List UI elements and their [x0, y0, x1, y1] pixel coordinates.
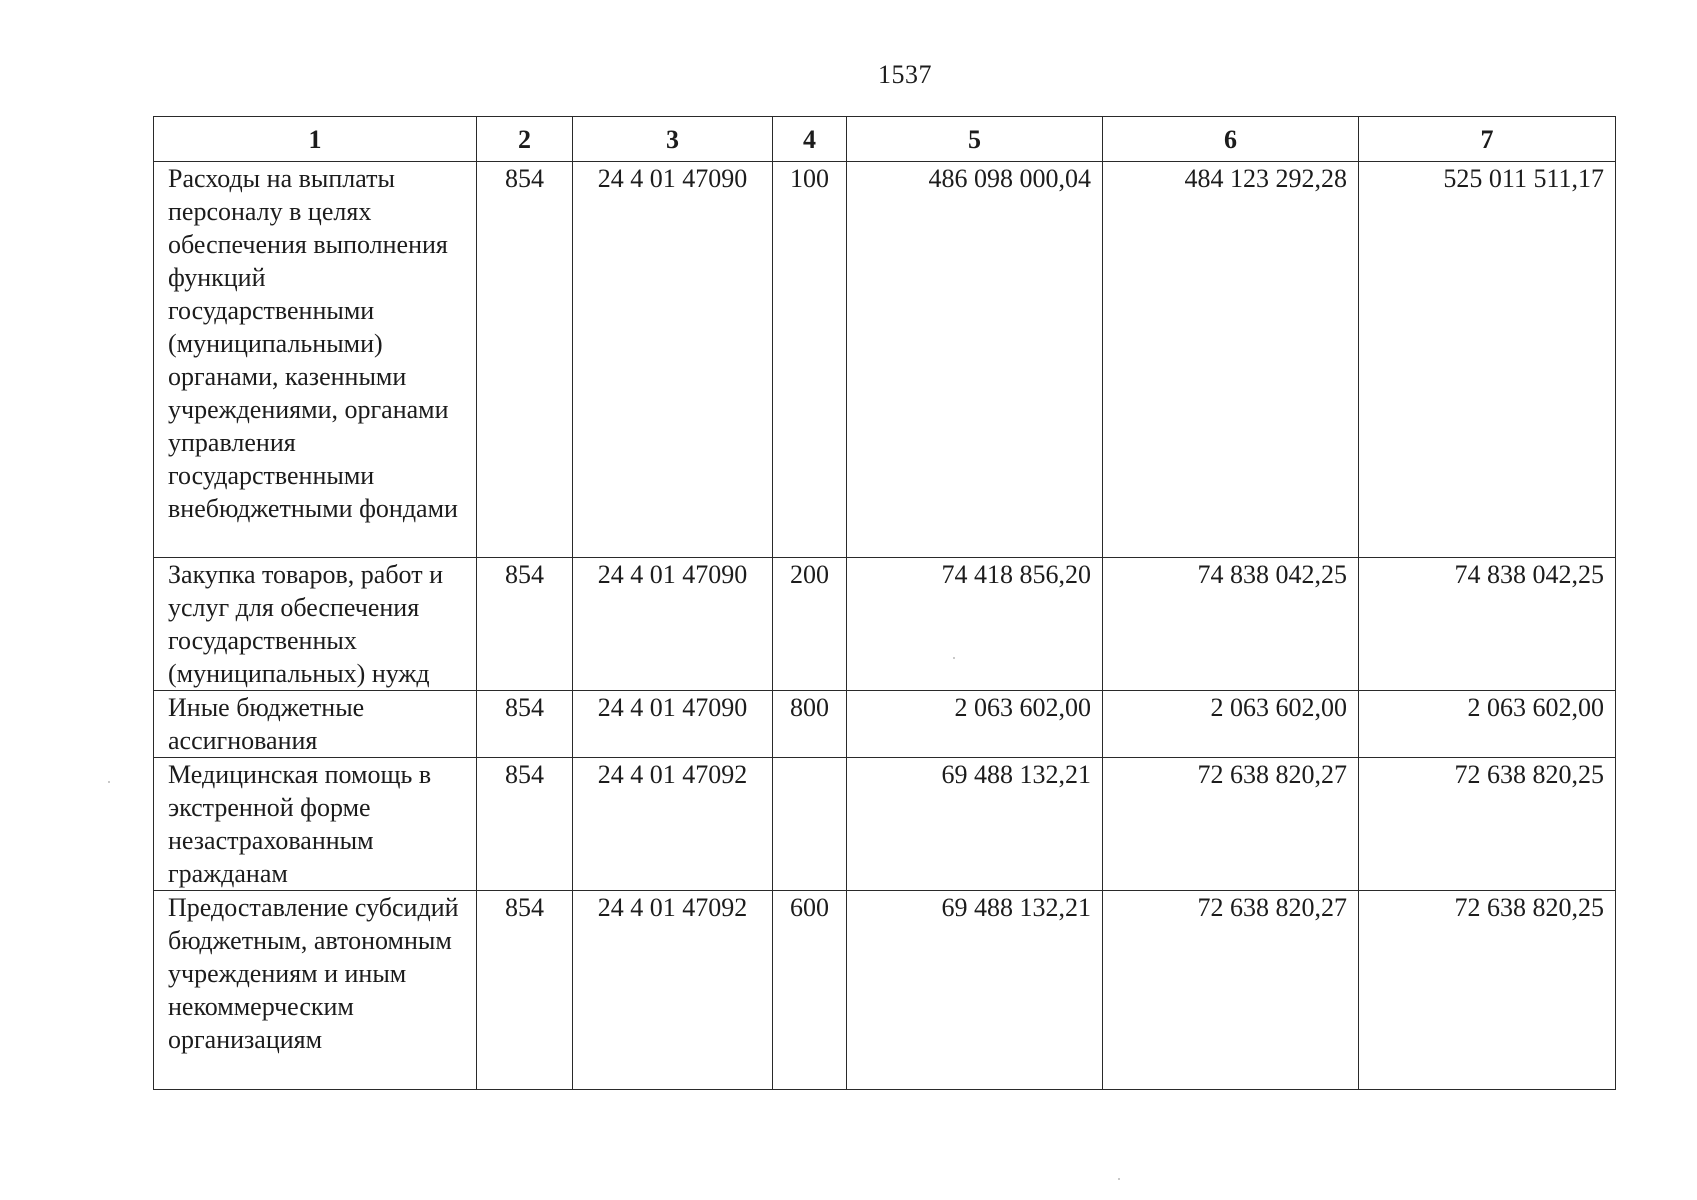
row-target-code-cell: 24 4 01 47090 [573, 691, 773, 758]
row-amount-col7: 2 063 602,00 [1359, 691, 1616, 758]
row-target-code-cell: 24 4 01 47092 [573, 891, 773, 1090]
row-expense-type-cell: 100 [773, 162, 847, 558]
row-amount-col5: 69 488 132,21 [847, 758, 1103, 891]
row-code-cell: 854 [477, 558, 573, 691]
table-row [154, 162, 1616, 558]
row-amount-col5: 486 098 000,04 [847, 162, 1103, 558]
scan-speck [108, 781, 110, 783]
row-code-cell: 854 [477, 758, 573, 891]
row-name-cell [154, 891, 477, 1090]
row-name: Расходы на выплаты персоналу в целях обеспечения выполнения функций государственными (муниципальными) органами, казенными учреждениями, органами управления государственными внебюджетными фондами [168, 164, 458, 523]
row-name-cell [154, 758, 477, 891]
row-amount-col5: 69 488 132,21 [847, 891, 1103, 1090]
row-amount-col6: 72 638 820,27 [1103, 758, 1359, 891]
row-amount-col5: 2 063 602,00 [847, 691, 1103, 758]
row-target-code-cell: 24 4 01 47092 [573, 758, 773, 891]
table-row [154, 558, 1616, 691]
row-amount-col7: 72 638 820,25 [1359, 891, 1616, 1090]
header-col-2: 2 [477, 117, 573, 162]
row-amount-col6: 484 123 292,28 [1103, 162, 1359, 558]
header-col-3: 3 [573, 117, 773, 162]
scan-speck [1118, 1178, 1120, 1180]
row-name-cell [154, 558, 477, 691]
header-col-6: 6 [1103, 117, 1359, 162]
row-amount-col7: 72 638 820,25 [1359, 758, 1616, 891]
row-code-cell: 854 [477, 691, 573, 758]
row-name: Иные бюджетные ассигнования [168, 693, 365, 755]
row-name-cell [154, 162, 477, 558]
row-code-cell: 854 [477, 162, 573, 558]
row-name-cell [154, 691, 477, 758]
row-amount-col7: 525 011 511,17 [1359, 162, 1616, 558]
row-expense-type-cell [773, 758, 847, 891]
row-expense-type-cell: 800 [773, 691, 847, 758]
row-expense-type-cell: 200 [773, 558, 847, 691]
table-row [154, 691, 1616, 758]
row-name: Предоставление субсидий бюджетным, автономным учреждениям и иным некоммерческим организациям [168, 893, 459, 1054]
header-row [154, 117, 1616, 162]
header-col-5: 5 [847, 117, 1103, 162]
row-target-code-cell: 24 4 01 47090 [573, 162, 773, 558]
budget-table [153, 116, 1616, 1090]
row-expense-type-cell: 600 [773, 891, 847, 1090]
row-amount-col6: 2 063 602,00 [1103, 691, 1359, 758]
row-name: Медицинская помощь в экстренной форме незастрахованным гражданам [168, 760, 432, 888]
scan-speck [953, 657, 955, 659]
table-row [154, 758, 1616, 891]
header-col-1: 1 [154, 117, 477, 162]
row-amount-col5: 74 418 856,20 [847, 558, 1103, 691]
table-row [154, 891, 1616, 1090]
header-col-4: 4 [773, 117, 847, 162]
row-amount-col7: 74 838 042,25 [1359, 558, 1616, 691]
row-amount-col6: 72 638 820,27 [1103, 891, 1359, 1090]
page-number: 1537 [878, 60, 932, 89]
row-name: Закупка товаров, работ и услуг для обеспечения государственных (муниципальных) нужд [168, 560, 443, 688]
row-target-code-cell: 24 4 01 47090 [573, 558, 773, 691]
row-amount-col6: 74 838 042,25 [1103, 558, 1359, 691]
row-code-cell: 854 [477, 891, 573, 1090]
header-col-7: 7 [1359, 117, 1616, 162]
